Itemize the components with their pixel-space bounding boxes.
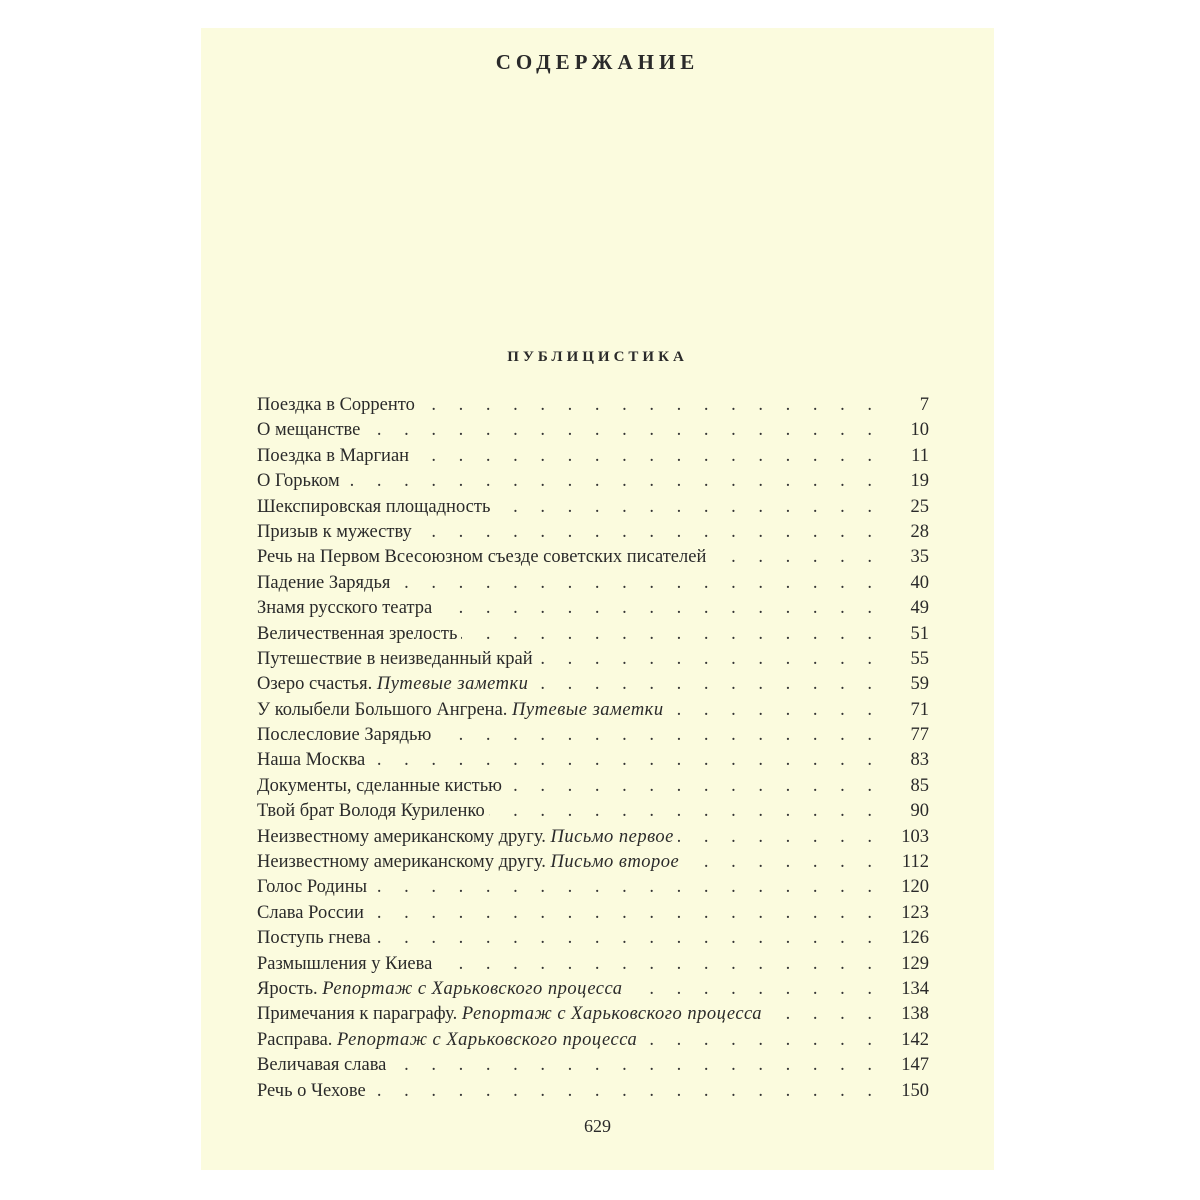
toc-entry-page-number: 51 (910, 623, 929, 644)
toc-entry-main-title: Величественная зрелость (257, 623, 458, 644)
toc-entry-main-title: У колыбели Большого Ангрена. (257, 699, 508, 720)
toc-entry-title (257, 774, 506, 799)
toc-entry (257, 495, 929, 520)
toc-entry-main-title: Речь на Первом Всесоюзном съезде советских писателей (257, 547, 707, 568)
toc-entry-page-number: 123 (901, 902, 929, 923)
dot-leader (370, 1079, 881, 1104)
toc-entry-page-number: 40 (910, 572, 929, 593)
toc-entry-main-title: Падение Зарядья (257, 572, 391, 593)
toc-entry-page-number: 120 (901, 877, 929, 898)
toc-entry (257, 520, 929, 545)
toc-entry-main-title: Знамя русского театра (257, 598, 433, 619)
toc-entry-page-number: 71 (910, 699, 929, 720)
toc-entry-title (257, 1053, 390, 1078)
table-of-contents (257, 393, 929, 1104)
toc-entry-page-number: 112 (901, 852, 929, 873)
toc-entry (257, 647, 929, 672)
dot-leader (494, 495, 881, 520)
toc-entry-page-number: 59 (910, 674, 929, 695)
toc-entry-page-number: 19 (910, 471, 929, 492)
dot-leader (369, 748, 881, 773)
toc-entry-main-title: Поездка в Маргиан (257, 445, 410, 466)
toc-entry-page-number: 28 (910, 521, 929, 542)
toc-entry-page-number: 90 (910, 801, 929, 822)
toc-entry (257, 545, 929, 570)
dot-leader (626, 977, 881, 1002)
toc-entry-title (257, 1079, 370, 1104)
dot-leader (537, 647, 881, 672)
toc-entry-subtitle: Путевые заметки (376, 674, 529, 695)
toc-entry (257, 723, 929, 748)
toc-entry (257, 596, 929, 621)
dot-leader (436, 952, 881, 977)
toc-entry-title (257, 825, 678, 850)
toc-entry-title (257, 622, 461, 647)
toc-entry-main-title: Величавая слава (257, 1055, 387, 1076)
dot-leader (344, 469, 881, 494)
toc-entry-page-number: 142 (901, 1029, 929, 1050)
toc-entry (257, 825, 929, 850)
toc-entry-page-number: 83 (910, 750, 929, 771)
toc-entry (257, 1079, 929, 1104)
dot-leader (413, 444, 881, 469)
toc-entry-main-title: Размышления у Киева (257, 953, 433, 974)
toc-entry-main-title: Ярость. (257, 978, 318, 999)
toc-entry (257, 977, 929, 1002)
toc-entry (257, 1002, 929, 1027)
toc-entry (257, 469, 929, 494)
dot-leader (766, 1002, 881, 1027)
toc-entry-main-title: Документы, сделанные кистью (257, 775, 502, 796)
toc-entry-page-number: 25 (910, 496, 929, 517)
toc-entry-title (257, 952, 436, 977)
toc-entry-subtitle: Репортаж с Харьковского процесса (322, 978, 623, 999)
toc-entry-title (257, 698, 668, 723)
dot-leader (435, 723, 881, 748)
toc-entry-main-title: Слава России (257, 902, 364, 923)
dot-leader (489, 799, 881, 824)
toc-entry-title (257, 596, 436, 621)
toc-entry-page-number: 55 (910, 648, 929, 669)
book-page (201, 28, 994, 1170)
toc-entry (257, 672, 929, 697)
toc-entry-page-number: 11 (911, 445, 929, 466)
toc-entry-title (257, 977, 626, 1002)
toc-entry-page-number: 147 (901, 1055, 929, 1076)
toc-entry-page-number: 150 (901, 1080, 929, 1101)
toc-entry-main-title: Неизвестному американскому другу. (257, 826, 546, 847)
toc-entry (257, 418, 929, 443)
toc-entry (257, 1053, 929, 1078)
toc-entry-title (257, 571, 394, 596)
toc-entry-title (257, 850, 683, 875)
toc-entry-page-number: 10 (910, 420, 929, 441)
dot-leader (364, 418, 881, 443)
toc-entry-main-title: Призыв к мужеству (257, 521, 412, 542)
toc-entry (257, 875, 929, 900)
toc-entry-page-number: 126 (901, 928, 929, 949)
toc-entry-main-title: Наша Москва (257, 750, 366, 771)
toc-entry (257, 444, 929, 469)
page-title: СОДЕРЖАНИЕ (495, 50, 700, 74)
page-number: 629 (584, 1116, 611, 1136)
toc-entry-main-title: Шекспировская площадность (257, 496, 491, 517)
toc-entry-main-title: Речь о Чехове (257, 1080, 366, 1101)
dot-leader (506, 774, 881, 799)
dot-leader (668, 698, 881, 723)
toc-entry (257, 952, 929, 977)
toc-entry-main-title: Поступь гнева (257, 928, 371, 949)
dot-leader (371, 875, 881, 900)
toc-entry-main-title: О мещанстве (257, 420, 361, 441)
toc-entry-subtitle: Письмо второе (550, 852, 680, 873)
toc-entry-page-number: 77 (910, 725, 929, 746)
toc-entry-subtitle: Письмо первое (550, 826, 674, 847)
toc-entry-main-title: Голос Родины (257, 877, 368, 898)
toc-entry (257, 748, 929, 773)
dot-leader (710, 545, 881, 570)
toc-entry-title (257, 469, 344, 494)
toc-entry-main-title: Поездка в Сорренто (257, 395, 415, 415)
toc-entry-title (257, 418, 364, 443)
toc-entry-title (257, 545, 710, 570)
toc-entry (257, 622, 929, 647)
toc-entry-page-number: 134 (901, 978, 929, 999)
toc-entry-title (257, 799, 489, 824)
dot-leader (436, 596, 881, 621)
toc-entry-main-title: Послесловие Зарядью (257, 725, 432, 746)
toc-entry-title (257, 926, 375, 951)
section-title: ПУБЛИЦИСТИКА (507, 349, 688, 365)
toc-entry-subtitle: Путевые заметки (512, 699, 664, 720)
toc-entry (257, 850, 929, 875)
toc-entry-title (257, 520, 416, 545)
dot-leader (461, 622, 881, 647)
toc-entry-subtitle: Репортаж с Харьковского процесса (337, 1029, 638, 1050)
toc-entry-title (257, 1002, 766, 1027)
toc-entry-main-title: Твой брат Володя Куриленко (257, 801, 485, 822)
toc-entry-page-number: 7 (919, 395, 929, 415)
dot-leader (678, 825, 881, 850)
toc-entry-page-number: 138 (901, 1004, 929, 1025)
dot-leader (683, 850, 881, 875)
toc-entry-page-number: 35 (910, 547, 929, 568)
toc-entry-title (257, 495, 494, 520)
toc-entry-main-title: О Горьком (257, 471, 340, 492)
toc-entry-main-title: Примечания к параграфу. (257, 1004, 458, 1025)
toc-entry-page-number: 49 (910, 598, 929, 619)
dot-leader (532, 672, 881, 697)
dot-leader (641, 1028, 881, 1053)
dot-leader (390, 1053, 881, 1078)
toc-entry-title (257, 901, 368, 926)
toc-entry-subtitle: Репортаж с Харьковского процесса (461, 1004, 763, 1025)
toc-entry-title (257, 444, 413, 469)
toc-entry-main-title: Путешествие в неизведанный край (257, 648, 533, 669)
toc-entry-page-number: 85 (910, 775, 929, 796)
toc-entry-title (257, 672, 532, 697)
dot-leader (416, 520, 881, 545)
dot-leader (375, 926, 881, 951)
dot-leader (368, 901, 881, 926)
toc-entry (257, 926, 929, 951)
toc-entry-main-title: Озеро счастья. (257, 674, 373, 695)
toc-entry-title (257, 723, 435, 748)
toc-entry (257, 393, 929, 418)
toc-entry (257, 698, 929, 723)
toc-entry-title (257, 748, 369, 773)
toc-entry-title (257, 1028, 641, 1053)
dot-leader (419, 393, 881, 418)
toc-entry (257, 571, 929, 596)
toc-entry (257, 799, 929, 824)
toc-entry-page-number: 103 (901, 826, 929, 847)
toc-entry-main-title: Расправа. (257, 1029, 333, 1050)
toc-entry (257, 1028, 929, 1053)
toc-entry (257, 901, 929, 926)
toc-entry-page-number: 129 (901, 953, 929, 974)
toc-entry (257, 774, 929, 799)
toc-entry-title (257, 647, 537, 672)
toc-entry-main-title: Неизвестному американскому другу. (257, 852, 546, 873)
toc-entry-title (257, 875, 371, 900)
dot-leader (394, 571, 881, 596)
toc-entry-title (257, 393, 419, 418)
